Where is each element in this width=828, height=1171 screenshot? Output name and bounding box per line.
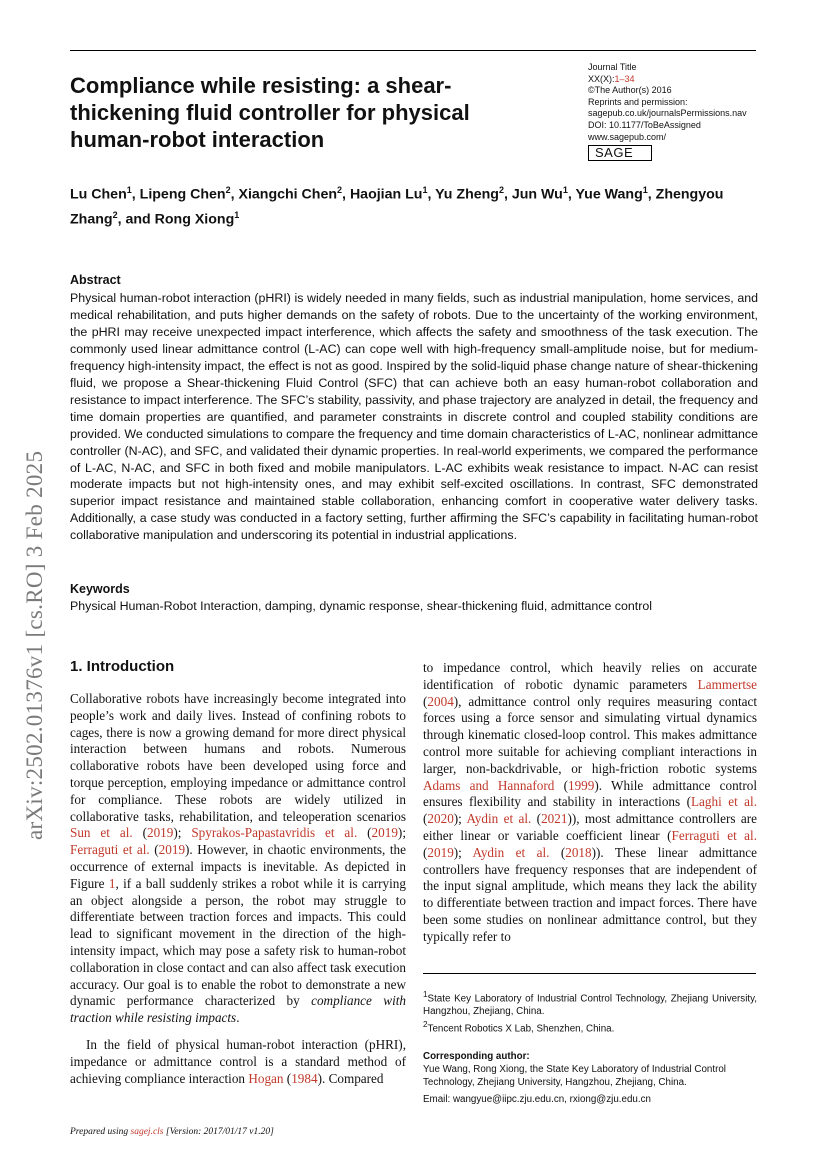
abstract-heading: Abstract <box>70 273 121 287</box>
body-text: ); <box>453 844 473 860</box>
body-text: ); <box>453 811 467 827</box>
citation-link[interactable]: 2019 <box>427 844 454 860</box>
body-text: ( <box>283 1070 292 1086</box>
citation-link[interactable]: 2019 <box>146 825 174 841</box>
body-text: ); <box>173 825 192 841</box>
arxiv-identifier: arXiv:2502.01376v1 [cs.RO] 3 Feb 2025 <box>22 450 47 840</box>
section-heading-introduction: 1. Introduction <box>70 658 175 675</box>
arxiv-sidebar <box>8 370 58 840</box>
body-text: ( <box>423 693 428 709</box>
prepared-using-note: Prepared using sagej.cls [Version: 2017/01/17 v1.20] <box>70 1127 274 1137</box>
journal-name: Journal Title <box>588 62 637 72</box>
top-rule <box>70 50 756 51</box>
cls-link[interactable]: sagej.cls <box>130 1127 164 1137</box>
citation-link[interactable]: 2021 <box>541 811 568 827</box>
body-text: ( <box>423 844 428 860</box>
journal-pages[interactable]: 1–34 <box>614 73 635 84</box>
citation-link[interactable]: Lammertse <box>697 676 757 692</box>
corresponding-author-email[interactable]: Email: wangyue@iipc.zju.edu.cn, rxiong@zju.edu.cn <box>423 1093 651 1105</box>
body-text: ( <box>531 811 542 827</box>
journal-copyright: ©The Author(s) 2016 <box>588 85 672 96</box>
author-affiliation-mark: 1 <box>126 185 132 195</box>
body-text: . <box>236 1010 240 1026</box>
footnote-rule <box>423 973 756 974</box>
body-text: , if a ball suddenly strikes a robot while it is carrying an object alongside a person, the robot may struggle to differentiate between traction forces and impacts. This could lead to significant movement in the direction of the high-intensity impact, which may pose a safety risk to human-robot collaboration in close contact and can also affect task execution accuracy. Our goal is to enable the robot to demonstrate a new dynamic performance characterized by <box>70 875 406 1009</box>
intro-paragraph-1 <box>70 691 406 1027</box>
author-name: Rong Xiong <box>154 211 235 228</box>
citation-link[interactable]: Hogan <box>248 1070 284 1086</box>
journal-reprints-url: sagepub.co.uk/journalsPermissions.nav <box>588 108 747 119</box>
keywords-heading: Keywords <box>70 582 130 596</box>
body-text: ). Compared <box>317 1070 384 1086</box>
footnotes <box>423 988 757 1106</box>
author-name: Jun Wu <box>511 186 563 203</box>
journal-reprints: Reprints and permission: <box>588 96 688 107</box>
body-text: ). However, in chaotic environments, the occurrence of external impacts is inevitable. As depicted in Figure <box>70 842 406 891</box>
keywords-text: Physical Human-Robot Interaction, damping, dynamic response, shear-thickening fluid, admittance control <box>70 599 652 613</box>
citation-link[interactable]: 2020 <box>427 811 454 827</box>
author-name: Xiangchi Chen <box>238 186 338 203</box>
body-text: ( <box>549 844 566 860</box>
journal-info <box>588 62 788 161</box>
author-affiliation-mark: 1 <box>234 209 240 220</box>
citation-link[interactable]: Aydin et al. <box>466 811 532 827</box>
author-name: Lipeng Chen <box>139 186 226 203</box>
body-text: ). While admittance control ensures flexibility and stability in interactions ( <box>423 777 757 810</box>
body-text: ( <box>554 777 568 793</box>
citation-link[interactable]: 2019 <box>158 842 186 858</box>
body-text: to impedance control, which heavily relies on accurate identification of robotic dynamic parameters <box>423 660 757 692</box>
right-column <box>423 660 757 946</box>
author-list: Lu Chen$^1$, Lipeng Chen$^2$, Xiangchi Chen$^2$, Haojian Lu$^1$, Yu Zheng$^2$, Jun Wu$^1$, Yue Wang$^1$, Zhengyou Zhang$^2$, and Rong Xiong$^1$ <box>70 185 724 228</box>
author-affiliation-mark: 2 <box>112 209 118 220</box>
emphasis-text: compliance with traction while resisting impacts <box>70 993 406 1026</box>
left-column <box>70 691 406 1087</box>
body-text: Collaborative robots have increasingly become integrated into people’s work and daily lives. Instead of confining robots to cages, there is now a growing demand for more direct physical interaction between humans and robots. Numerous collaborative robots have been developed using force and torque perception, employing impedance or admittance control for compliance. These robots are widely utilized in collaborative tasks, rehabilitation, and teleoperation scenarios <box>70 691 406 824</box>
body-text: ( <box>423 811 428 827</box>
author-affiliation-mark: 1 <box>562 185 568 195</box>
author-name: Zhengyou Zhang <box>70 186 724 228</box>
citation-link[interactable]: 1 <box>108 875 116 891</box>
journal-website: www.sagepub.com/ <box>588 131 667 142</box>
body-text: )). These linear admittance controllers have frequency responses that are independent of the input signal amplitude, which means they lack the ability to differentiate between traction and impact forces. There have been some studies on nonlinear admittance control, but they typically refer to <box>423 844 757 944</box>
author-affiliation-mark: 1 <box>642 185 648 195</box>
body-text: ( <box>357 825 372 841</box>
journal-doi: DOI: 10.1177/ToBeAssigned <box>588 119 701 130</box>
corresponding-author-text: Yue Wang, Rong Xiong, the State Key Laboratory of Industrial Control Technology, Zhejiang University, Hangzhou, Zhejiang, China. <box>423 1063 726 1088</box>
author-name: Yu Zheng <box>435 186 499 203</box>
author-name: Haojian Lu <box>349 186 423 203</box>
author-affiliation-mark: 2 <box>225 185 231 195</box>
author-name: Yue Wang <box>575 186 643 203</box>
abstract-text: Physical human-robot interaction (pHRI) is widely needed in many fields, such as industrial manipulation, home services, and medical rehabilitation, and puts higher demands on the safety of robots. Due to the uncertainty of the working environment, the pHRI may receive unexpected impact interference, which affects the safety and smoothness of the task execution. The commonly used linear admittance control (L-AC) can cope well with high-frequency small-amplitude noise, but for medium-frequency high-intensity impact, the effect is not as good. Inspired by the solid-liquid phase change nature of shear-thickening fluid, we propose a Shear-thickening Fluid Control (SFC) that can achieve both an easy human-robot collaboration and resistance to impact interference. The SFC’s stability, passivity, and phase trajectory are analyzed in detail, the frequency and time domain properties are quantified, and parameter constraints in discrete control and coupled stability conditions are provided. We conducted simulations to compare the frequency and time domain characteristics of L-AC, nonlinear admittance controller (N-AC), and SFC, and validated their dynamic properties. In real-world experiments, we compared the performance of L-AC, N-AC, and SFC in both fixed and mobile manipulators. L-AC exhibits weak resistance to impact. N-AC can resist moderate impacts but not high-intensity ones, and may exhibit self-excited oscillations. In contrast, SFC demonstrated superior impact resistance and maintained stable collaboration, enhancing comfort in cooperative water delivery tasks. Additionally, a case study was conducted in a factory setting, further affirming the SFC’s capability in facilitating human-robot collaborative manipulation and underscoring its potential in industrial applications. <box>70 291 758 543</box>
citation-link[interactable]: Ferraguti et al. <box>70 842 150 858</box>
body-text: ( <box>132 825 147 841</box>
body-text: ), admittance control only requires measuring contact forces using a force sensor and simulating virtual dynamics through kinematic closed-loop control. This makes admittance control more suitable for achieving compliant interactions in larger, non-backdrivable, or high-friction robotic systems <box>423 693 757 776</box>
body-text: In the field of physical human-robot interaction (pHRI), impedance or admittance control is a standard method of achieving compliance interaction <box>70 1036 406 1086</box>
journal-volume: XX(X):1–34 <box>588 73 635 84</box>
author-affiliation-mark: 1 <box>422 185 428 195</box>
citation-link[interactable]: 2004 <box>427 693 454 709</box>
body-text: ( <box>149 842 159 858</box>
affiliation-2: $^2$Tencent Robotics X Lab, Shenzhen, China. <box>423 1020 615 1035</box>
body-text: ); <box>397 825 406 841</box>
body-text: )), most admittance controllers are either linear or variable coefficient linear ( <box>423 811 757 843</box>
author-affiliation-mark: 2 <box>498 185 504 195</box>
sage-logo: SAGE <box>588 145 652 161</box>
affiliation-1: $^1$State Key Laboratory of Industrial Control Technology, Zhejiang University, Hangzhou, Zhejiang, China. <box>423 990 757 1018</box>
author-affiliation-mark: 2 <box>337 185 343 195</box>
citation-link[interactable]: Sun et al. <box>70 825 133 841</box>
citation-link[interactable]: Spyrakos-Papastavridis et al. <box>191 825 358 841</box>
citation-link[interactable]: Adams and Hannaford <box>423 777 555 793</box>
citation-link[interactable]: Ferraguti et al. <box>671 827 757 843</box>
paper-title: Compliance while resisting: a shear-thickening fluid controller for physical human-robot interaction <box>70 73 470 152</box>
citation-link[interactable]: 2019 <box>371 825 398 841</box>
intro-paragraph-2 <box>70 1037 406 1087</box>
citation-link[interactable]: Laghi et al. <box>691 794 758 810</box>
citation-link[interactable]: 2018 <box>565 844 592 860</box>
citation-link[interactable]: Aydin et al. <box>472 844 550 860</box>
citation-link[interactable]: 1984 <box>291 1070 318 1086</box>
intro-paragraph-2-continued <box>423 660 757 946</box>
author-name: Lu Chen <box>70 186 127 203</box>
corresponding-author-heading: Corresponding author: <box>423 1050 530 1062</box>
citation-link[interactable]: 1999 <box>567 777 595 793</box>
